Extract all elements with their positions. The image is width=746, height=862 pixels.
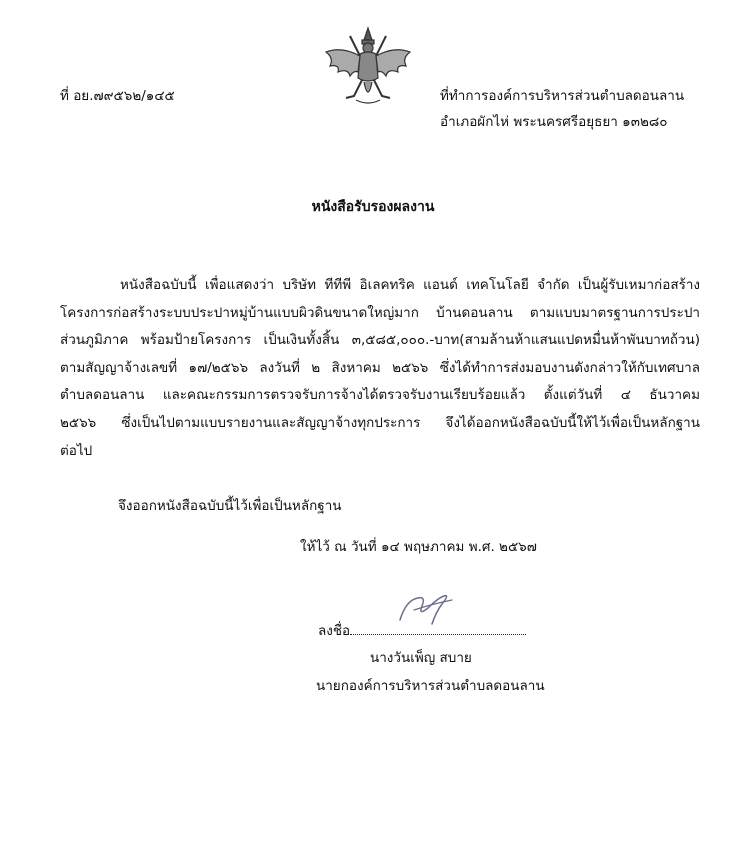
signature-dotted-line (350, 620, 526, 635)
signature-line (318, 620, 526, 641)
signer-position: นายกองค์การบริหารส่วนตำบลดอนลาน (316, 678, 545, 694)
signer-name: นางวันเพ็ญ สบาย (370, 650, 472, 666)
body-line: โครงการก่อสร้างระบบประปาหมู่บ้านแบบผิวดินขนาดใหญ่มาก บ้านดอนลาน ตามแบบมาตรฐานการประปา (60, 304, 700, 321)
reference-number: ที่ อย.๗๙๕๖๒/๑๔๕ (60, 88, 175, 104)
body-line: ตามสัญญาจ้างเลขที่ ๑๗/๒๕๖๖ ลงวันที่ ๒ สิงหาคม ๒๕๖๖ ซึ่งได้ทำการส่งมอบงานดังกล่าวให้กับเทศบาล (60, 359, 700, 376)
body-line: ต่อไป (60, 442, 93, 459)
given-date: ให้ไว้ ณ วันที่ ๑๔ พฤษภาคม พ.ศ. ๒๕๖๗ (300, 539, 537, 555)
garuda-emblem-icon (320, 26, 416, 108)
body-line: ๒๕๖๖ ซึ่งเป็นไปตามแบบรายงานและสัญญาจ้างทุกประการ จึงได้ออกหนังสือฉบับนี้ให้ไว้เพื่อเป็นหลักฐาน (60, 414, 700, 431)
body-line: หนังสือฉบับนี้ เพื่อแสดงว่า บริษัท ทีทีพี อิเลคทริค แอนด์ เทคโนโลยี จำกัด เป็นผู้รับเหมาก่อสร้าง (120, 277, 700, 293)
closing-statement: จึงออกหนังสือฉบับนี้ไว้เพื่อเป็นหลักฐาน (118, 498, 342, 514)
body-line: ตำบลดอนลาน และคณะกรรมการตรวจรับการจ้างได้ตรวจรับงานเรียบร้อยแล้ว ตั้งแต่วันที่ ๔ ธันวาคม (60, 387, 700, 404)
body-line: ส่วนภูมิภาค พร้อมป้ายโครงการ เป็นเงินทั้งสิ้น ๓,๕๘๕,๐๐๐.-บาท(สามล้านห้าแสนแปดหมื่นห้าพันบาทถ้วน) (60, 332, 700, 349)
office-address-line-2: อำเภอผักไห่ พระนครศรีอยุธยา ๑๓๒๘๐ (440, 114, 668, 130)
office-address-line-1: ที่ทำการองค์การบริหารส่วนตำบลดอนลาน (440, 88, 685, 104)
document-title: หนังสือรับรองผลงาน (311, 199, 435, 215)
signature-label: ลงชื่อ (318, 623, 351, 639)
body-paragraph (60, 276, 700, 469)
